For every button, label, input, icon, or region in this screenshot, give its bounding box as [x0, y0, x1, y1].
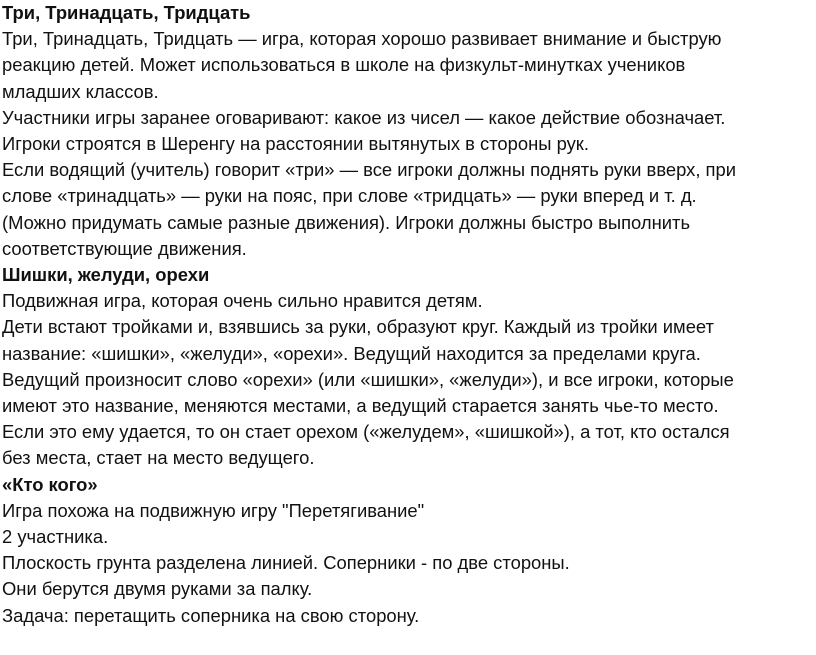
text-line: Подвижная игра, которая очень сильно нравится детям.	[2, 290, 483, 312]
section-heading: Шишки, желуди, орехи	[2, 264, 210, 286]
text-line: название: «шишки», «желуди», «орехи». Ведущий находится за пределами круга.	[2, 342, 701, 364]
text-line: реакцию детей. Может использоваться в школе на физкульт-минутках учеников	[2, 54, 686, 76]
text-line: Игра похожа на подвижную игру "Перетягивание"	[2, 499, 425, 521]
text-line: Задача: перетащить соперника на свою сторону.	[2, 604, 420, 626]
text-line: Игроки строятся в Шеренгу на расстоянии вытянутых в стороны рук.	[2, 133, 589, 155]
text-line: Три, Тринадцать, Тридцать — игра, которая хорошо развивает внимание и быструю	[2, 28, 722, 50]
text-line: имеют это название, меняются местами, а ведущий старается занять чье-то место.	[2, 395, 719, 417]
section-tri-trinadtsat-tridtsat	[2, 0, 806, 262]
section-kto-kogo	[2, 472, 806, 629]
text-line: младших классов.	[2, 80, 159, 102]
text-line: соответствующие движения.	[2, 237, 247, 259]
text-line: Если это ему удается, то он стает орехом («желудем», «шишкой»), а тот, кто остался	[2, 421, 730, 443]
text-line: Ведущий произносит слово «орехи» (или «шишки», «желуди»), и все игроки, которые	[2, 368, 734, 390]
text-line: (Можно придумать самые разные движения). Игроки должны быстро выполнить	[2, 211, 691, 233]
text-line: Дети встают тройками и, взявшись за руки, образуют круг. Каждый из тройки имеет	[2, 316, 714, 338]
text-line: Плоскость грунта разделена линией. Соперники - по две стороны.	[2, 552, 570, 574]
text-line: Участники игры заранее оговаривают: какое из чисел — какое действие обозначает.	[2, 106, 726, 128]
section-heading: Три, Тринадцать, Тридцать	[2, 2, 251, 23]
text-line: Они берутся двумя руками за палку.	[2, 578, 313, 600]
text-line: Если водящий (учитель) говорит «три» — все игроки должны поднять руки вверх, при	[2, 159, 737, 181]
section-heading: «Кто кого»	[2, 473, 98, 495]
text-line: 2 участника.	[2, 526, 109, 548]
section-shishki-zheludi-orekhi	[2, 262, 806, 472]
text-line: слове «тринадцать» — руки на пояс, при слове «тридцать» — руки вперед и т. д.	[2, 185, 697, 207]
text-line: без места, стает на место ведущего.	[2, 447, 315, 469]
